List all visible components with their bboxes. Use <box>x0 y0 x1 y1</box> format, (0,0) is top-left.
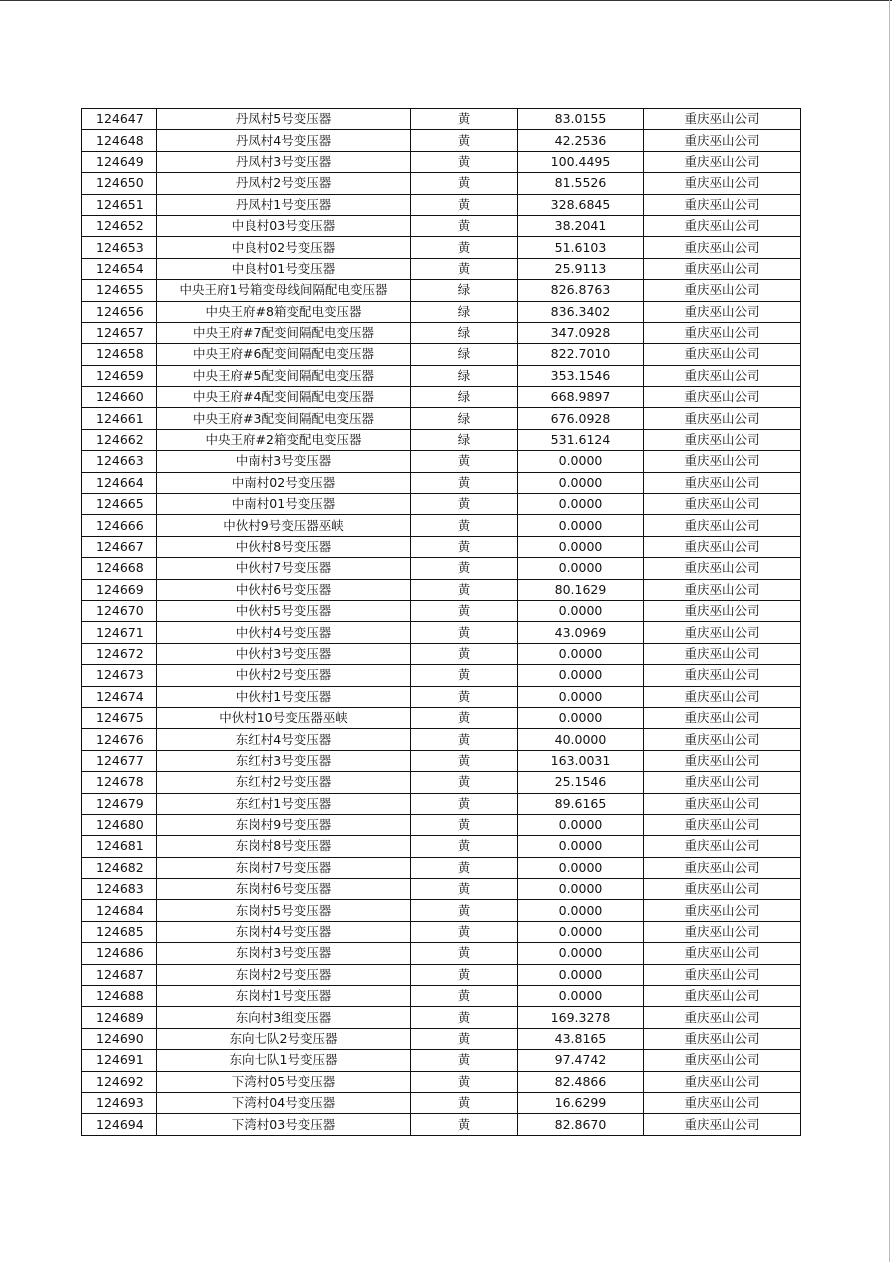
company-cell: 重庆巫山公司 <box>644 215 801 236</box>
value-cell: 25.1546 <box>518 772 644 793</box>
status-color-cell: 黄 <box>411 750 518 771</box>
transformer-name-cell: 东红村3号变压器 <box>157 750 411 771</box>
transformer-name-cell: 中南村02号变压器 <box>157 472 411 493</box>
company-cell: 重庆巫山公司 <box>644 857 801 878</box>
transformer-name-cell: 下湾村03号变压器 <box>157 1114 411 1135</box>
company-cell: 重庆巫山公司 <box>644 1028 801 1049</box>
table-row <box>82 665 801 686</box>
status-color-cell: 黄 <box>411 600 518 621</box>
id-cell: 124658 <box>82 344 157 365</box>
status-color-cell: 黄 <box>411 986 518 1007</box>
id-cell: 124673 <box>82 665 157 686</box>
table-row <box>82 322 801 343</box>
status-color-cell: 黄 <box>411 900 518 921</box>
table-row <box>82 451 801 472</box>
status-color-cell: 黄 <box>411 729 518 750</box>
company-cell: 重庆巫山公司 <box>644 558 801 579</box>
status-color-cell: 绿 <box>411 322 518 343</box>
value-cell: 0.0000 <box>518 536 644 557</box>
company-cell: 重庆巫山公司 <box>644 109 801 130</box>
id-cell: 124674 <box>82 686 157 707</box>
value-cell: 0.0000 <box>518 472 644 493</box>
transformer-name-cell: 中良村03号变压器 <box>157 215 411 236</box>
status-color-cell: 黄 <box>411 1071 518 1092</box>
transformer-name-cell: 中伙村6号变压器 <box>157 579 411 600</box>
table-row <box>82 237 801 258</box>
id-cell: 124666 <box>82 515 157 536</box>
value-cell: 0.0000 <box>518 943 644 964</box>
company-cell: 重庆巫山公司 <box>644 429 801 450</box>
transformer-name-cell: 东向七队2号变压器 <box>157 1028 411 1049</box>
status-color-cell: 黄 <box>411 536 518 557</box>
company-cell: 重庆巫山公司 <box>644 900 801 921</box>
company-cell: 重庆巫山公司 <box>644 729 801 750</box>
id-cell: 124662 <box>82 429 157 450</box>
id-cell: 124659 <box>82 365 157 386</box>
id-cell: 124682 <box>82 857 157 878</box>
id-cell: 124686 <box>82 943 157 964</box>
value-cell: 826.8763 <box>518 280 644 301</box>
transformer-name-cell: 中伙村9号变压器巫峡 <box>157 515 411 536</box>
value-cell: 0.0000 <box>518 665 644 686</box>
id-cell: 124685 <box>82 921 157 942</box>
transformer-name-cell: 中伙村4号变压器 <box>157 622 411 643</box>
table-row <box>82 900 801 921</box>
company-cell: 重庆巫山公司 <box>644 515 801 536</box>
company-cell: 重庆巫山公司 <box>644 1007 801 1028</box>
table-row <box>82 558 801 579</box>
company-cell: 重庆巫山公司 <box>644 280 801 301</box>
status-color-cell: 黄 <box>411 879 518 900</box>
table-row <box>82 194 801 215</box>
transformer-name-cell: 丹凤村4号变压器 <box>157 130 411 151</box>
value-cell: 836.3402 <box>518 301 644 322</box>
transformer-name-cell: 东岗村5号变压器 <box>157 900 411 921</box>
company-cell: 重庆巫山公司 <box>644 301 801 322</box>
value-cell: 353.1546 <box>518 365 644 386</box>
value-cell: 38.2041 <box>518 215 644 236</box>
status-color-cell: 黄 <box>411 964 518 985</box>
transformer-name-cell: 中央王府#7配变间隔配电变压器 <box>157 322 411 343</box>
table-row <box>82 964 801 985</box>
table-row <box>82 151 801 172</box>
value-cell: 328.6845 <box>518 194 644 215</box>
table-row <box>82 365 801 386</box>
value-cell: 347.0928 <box>518 322 644 343</box>
transformer-name-cell: 中良村01号变压器 <box>157 258 411 279</box>
transformer-name-cell: 中伙村7号变压器 <box>157 558 411 579</box>
page-top-edge <box>0 0 892 1</box>
transformer-name-cell: 中央王府#5配变间隔配电变压器 <box>157 365 411 386</box>
id-cell: 124681 <box>82 836 157 857</box>
value-cell: 0.0000 <box>518 857 644 878</box>
value-cell: 163.0031 <box>518 750 644 771</box>
value-cell: 42.2536 <box>518 130 644 151</box>
status-color-cell: 黄 <box>411 1050 518 1071</box>
value-cell: 16.6299 <box>518 1092 644 1113</box>
status-color-cell: 绿 <box>411 280 518 301</box>
table-row <box>82 1007 801 1028</box>
status-color-cell: 黄 <box>411 494 518 515</box>
transformer-name-cell: 东岗村3号变压器 <box>157 943 411 964</box>
id-cell: 124654 <box>82 258 157 279</box>
value-cell: 100.4495 <box>518 151 644 172</box>
table-row <box>82 280 801 301</box>
id-cell: 124655 <box>82 280 157 301</box>
value-cell: 81.5526 <box>518 173 644 194</box>
transformer-name-cell: 下湾村04号变压器 <box>157 1092 411 1113</box>
table-row <box>82 494 801 515</box>
id-cell: 124664 <box>82 472 157 493</box>
transformer-name-cell: 中南村3号变压器 <box>157 451 411 472</box>
table-row <box>82 130 801 151</box>
value-cell: 668.9897 <box>518 387 644 408</box>
company-cell: 重庆巫山公司 <box>644 1071 801 1092</box>
status-color-cell: 黄 <box>411 665 518 686</box>
table-row <box>82 836 801 857</box>
company-cell: 重庆巫山公司 <box>644 879 801 900</box>
page-right-edge <box>889 0 890 1262</box>
value-cell: 169.3278 <box>518 1007 644 1028</box>
transformer-name-cell: 中伙村2号变压器 <box>157 665 411 686</box>
id-cell: 124679 <box>82 793 157 814</box>
value-cell: 0.0000 <box>518 643 644 664</box>
status-color-cell: 黄 <box>411 643 518 664</box>
transformer-name-cell: 中央王府#2箱变配电变压器 <box>157 429 411 450</box>
table-row <box>82 215 801 236</box>
table-row <box>82 943 801 964</box>
value-cell: 0.0000 <box>518 515 644 536</box>
status-color-cell: 黄 <box>411 943 518 964</box>
id-cell: 124672 <box>82 643 157 664</box>
transformer-name-cell: 中央王府1号箱变母线间隔配电变压器 <box>157 280 411 301</box>
transformer-name-cell: 东岗村6号变压器 <box>157 879 411 900</box>
company-cell: 重庆巫山公司 <box>644 151 801 172</box>
table-row <box>82 472 801 493</box>
transformer-name-cell: 中伙村5号变压器 <box>157 600 411 621</box>
table-row <box>82 622 801 643</box>
company-cell: 重庆巫山公司 <box>644 237 801 258</box>
company-cell: 重庆巫山公司 <box>644 1092 801 1113</box>
value-cell: 0.0000 <box>518 814 644 835</box>
id-cell: 124692 <box>82 1071 157 1092</box>
company-cell: 重庆巫山公司 <box>644 622 801 643</box>
table-row <box>82 579 801 600</box>
transformer-name-cell: 中良村02号变压器 <box>157 237 411 258</box>
id-cell: 124677 <box>82 750 157 771</box>
id-cell: 124675 <box>82 707 157 728</box>
company-cell: 重庆巫山公司 <box>644 814 801 835</box>
transformer-name-cell: 东红村2号变压器 <box>157 772 411 793</box>
value-cell: 0.0000 <box>518 964 644 985</box>
table-row <box>82 173 801 194</box>
value-cell: 25.9113 <box>518 258 644 279</box>
table-row <box>82 109 801 130</box>
value-cell: 0.0000 <box>518 707 644 728</box>
table-row <box>82 1114 801 1135</box>
id-cell: 124656 <box>82 301 157 322</box>
id-cell: 124669 <box>82 579 157 600</box>
table-row <box>82 729 801 750</box>
company-cell: 重庆巫山公司 <box>644 750 801 771</box>
value-cell: 822.7010 <box>518 344 644 365</box>
id-cell: 124684 <box>82 900 157 921</box>
value-cell: 0.0000 <box>518 879 644 900</box>
status-color-cell: 黄 <box>411 707 518 728</box>
table-row <box>82 258 801 279</box>
status-color-cell: 黄 <box>411 237 518 258</box>
table-row <box>82 686 801 707</box>
transformer-name-cell: 东岗村1号变压器 <box>157 986 411 1007</box>
value-cell: 97.4742 <box>518 1050 644 1071</box>
status-color-cell: 黄 <box>411 472 518 493</box>
company-cell: 重庆巫山公司 <box>644 921 801 942</box>
value-cell: 0.0000 <box>518 451 644 472</box>
status-color-cell: 黄 <box>411 194 518 215</box>
company-cell: 重庆巫山公司 <box>644 387 801 408</box>
company-cell: 重庆巫山公司 <box>644 943 801 964</box>
value-cell: 531.6124 <box>518 429 644 450</box>
status-color-cell: 绿 <box>411 365 518 386</box>
status-color-cell: 绿 <box>411 301 518 322</box>
value-cell: 0.0000 <box>518 921 644 942</box>
value-cell: 51.6103 <box>518 237 644 258</box>
status-color-cell: 黄 <box>411 215 518 236</box>
transformer-name-cell: 东红村4号变压器 <box>157 729 411 750</box>
value-cell: 82.8670 <box>518 1114 644 1135</box>
id-cell: 124683 <box>82 879 157 900</box>
company-cell: 重庆巫山公司 <box>644 1114 801 1135</box>
company-cell: 重庆巫山公司 <box>644 365 801 386</box>
transformer-name-cell: 中伙村1号变压器 <box>157 686 411 707</box>
id-cell: 124651 <box>82 194 157 215</box>
company-cell: 重庆巫山公司 <box>644 579 801 600</box>
table-row <box>82 387 801 408</box>
company-cell: 重庆巫山公司 <box>644 536 801 557</box>
table-row <box>82 814 801 835</box>
value-cell: 0.0000 <box>518 686 644 707</box>
transformer-name-cell: 下湾村05号变压器 <box>157 1071 411 1092</box>
status-color-cell: 黄 <box>411 451 518 472</box>
id-cell: 124671 <box>82 622 157 643</box>
company-cell: 重庆巫山公司 <box>644 665 801 686</box>
value-cell: 89.6165 <box>518 793 644 814</box>
company-cell: 重庆巫山公司 <box>644 643 801 664</box>
company-cell: 重庆巫山公司 <box>644 986 801 1007</box>
table-row <box>82 1071 801 1092</box>
id-cell: 124649 <box>82 151 157 172</box>
transformer-name-cell: 东岗村8号变压器 <box>157 836 411 857</box>
table-row <box>82 429 801 450</box>
id-cell: 124660 <box>82 387 157 408</box>
transformer-name-cell: 东向七队1号变压器 <box>157 1050 411 1071</box>
status-color-cell: 黄 <box>411 109 518 130</box>
id-cell: 124648 <box>82 130 157 151</box>
table-row <box>82 986 801 1007</box>
value-cell: 43.8165 <box>518 1028 644 1049</box>
company-cell: 重庆巫山公司 <box>644 836 801 857</box>
transformer-name-cell: 中伙村3号变压器 <box>157 643 411 664</box>
table-row <box>82 301 801 322</box>
table-row <box>82 515 801 536</box>
table-row <box>82 408 801 429</box>
id-cell: 124670 <box>82 600 157 621</box>
value-cell: 80.1629 <box>518 579 644 600</box>
transformer-name-cell: 中央王府#6配变间隔配电变压器 <box>157 344 411 365</box>
transformer-name-cell: 中央王府#8箱变配电变压器 <box>157 301 411 322</box>
table-row <box>82 1092 801 1113</box>
transformer-name-cell: 中伙村10号变压器巫峡 <box>157 707 411 728</box>
transformer-name-cell: 丹凤村1号变压器 <box>157 194 411 215</box>
value-cell: 0.0000 <box>518 558 644 579</box>
id-cell: 124694 <box>82 1114 157 1135</box>
id-cell: 124688 <box>82 986 157 1007</box>
table-row <box>82 643 801 664</box>
id-cell: 124690 <box>82 1028 157 1049</box>
company-cell: 重庆巫山公司 <box>644 1050 801 1071</box>
value-cell: 676.0928 <box>518 408 644 429</box>
status-color-cell: 绿 <box>411 408 518 429</box>
id-cell: 124647 <box>82 109 157 130</box>
status-color-cell: 黄 <box>411 1114 518 1135</box>
status-color-cell: 黄 <box>411 1092 518 1113</box>
id-cell: 124661 <box>82 408 157 429</box>
id-cell: 124693 <box>82 1092 157 1113</box>
transformer-name-cell: 丹凤村2号变压器 <box>157 173 411 194</box>
status-color-cell: 黄 <box>411 579 518 600</box>
status-color-cell: 黄 <box>411 686 518 707</box>
table-body <box>82 109 801 1136</box>
table-row <box>82 921 801 942</box>
transformer-name-cell: 东红村1号变压器 <box>157 793 411 814</box>
transformer-name-cell: 中伙村8号变压器 <box>157 536 411 557</box>
table-row <box>82 707 801 728</box>
status-color-cell: 绿 <box>411 344 518 365</box>
value-cell: 0.0000 <box>518 600 644 621</box>
id-cell: 124680 <box>82 814 157 835</box>
company-cell: 重庆巫山公司 <box>644 964 801 985</box>
status-color-cell: 黄 <box>411 622 518 643</box>
id-cell: 124657 <box>82 322 157 343</box>
id-cell: 124678 <box>82 772 157 793</box>
table-row <box>82 879 801 900</box>
id-cell: 124676 <box>82 729 157 750</box>
transformer-table <box>81 108 801 1136</box>
status-color-cell: 黄 <box>411 1028 518 1049</box>
company-cell: 重庆巫山公司 <box>644 494 801 515</box>
status-color-cell: 黄 <box>411 921 518 942</box>
table-row <box>82 1050 801 1071</box>
transformer-name-cell: 东岗村4号变压器 <box>157 921 411 942</box>
value-cell: 83.0155 <box>518 109 644 130</box>
table-row <box>82 857 801 878</box>
transformer-name-cell: 东岗村9号变压器 <box>157 814 411 835</box>
table-row <box>82 1028 801 1049</box>
status-color-cell: 黄 <box>411 173 518 194</box>
status-color-cell: 黄 <box>411 836 518 857</box>
value-cell: 0.0000 <box>518 494 644 515</box>
transformer-name-cell: 东岗村7号变压器 <box>157 857 411 878</box>
status-color-cell: 黄 <box>411 793 518 814</box>
company-cell: 重庆巫山公司 <box>644 194 801 215</box>
table-row <box>82 772 801 793</box>
id-cell: 124668 <box>82 558 157 579</box>
company-cell: 重庆巫山公司 <box>644 451 801 472</box>
status-color-cell: 黄 <box>411 857 518 878</box>
company-cell: 重庆巫山公司 <box>644 472 801 493</box>
status-color-cell: 黄 <box>411 515 518 536</box>
id-cell: 124691 <box>82 1050 157 1071</box>
value-cell: 0.0000 <box>518 836 644 857</box>
id-cell: 124689 <box>82 1007 157 1028</box>
status-color-cell: 黄 <box>411 772 518 793</box>
company-cell: 重庆巫山公司 <box>644 600 801 621</box>
value-cell: 43.0969 <box>518 622 644 643</box>
company-cell: 重庆巫山公司 <box>644 772 801 793</box>
status-color-cell: 黄 <box>411 558 518 579</box>
transformer-name-cell: 丹凤村5号变压器 <box>157 109 411 130</box>
id-cell: 124653 <box>82 237 157 258</box>
id-cell: 124652 <box>82 215 157 236</box>
transformer-name-cell: 中南村01号变压器 <box>157 494 411 515</box>
table-row <box>82 793 801 814</box>
table-row <box>82 536 801 557</box>
company-cell: 重庆巫山公司 <box>644 173 801 194</box>
id-cell: 124663 <box>82 451 157 472</box>
transformer-name-cell: 中央王府#4配变间隔配电变压器 <box>157 387 411 408</box>
status-color-cell: 绿 <box>411 387 518 408</box>
company-cell: 重庆巫山公司 <box>644 344 801 365</box>
status-color-cell: 黄 <box>411 258 518 279</box>
transformer-name-cell: 中央王府#3配变间隔配电变压器 <box>157 408 411 429</box>
status-color-cell: 黄 <box>411 151 518 172</box>
company-cell: 重庆巫山公司 <box>644 793 801 814</box>
id-cell: 124667 <box>82 536 157 557</box>
table-row <box>82 600 801 621</box>
status-color-cell: 黄 <box>411 130 518 151</box>
company-cell: 重庆巫山公司 <box>644 707 801 728</box>
table-row <box>82 750 801 771</box>
company-cell: 重庆巫山公司 <box>644 686 801 707</box>
company-cell: 重庆巫山公司 <box>644 130 801 151</box>
transformer-name-cell: 丹凤村3号变压器 <box>157 151 411 172</box>
transformer-name-cell: 东向村3组变压器 <box>157 1007 411 1028</box>
status-color-cell: 黄 <box>411 814 518 835</box>
status-color-cell: 黄 <box>411 1007 518 1028</box>
value-cell: 0.0000 <box>518 986 644 1007</box>
status-color-cell: 绿 <box>411 429 518 450</box>
transformer-name-cell: 东岗村2号变压器 <box>157 964 411 985</box>
value-cell: 0.0000 <box>518 900 644 921</box>
value-cell: 82.4866 <box>518 1071 644 1092</box>
value-cell: 40.0000 <box>518 729 644 750</box>
company-cell: 重庆巫山公司 <box>644 258 801 279</box>
company-cell: 重庆巫山公司 <box>644 408 801 429</box>
table-row <box>82 344 801 365</box>
id-cell: 124650 <box>82 173 157 194</box>
id-cell: 124665 <box>82 494 157 515</box>
id-cell: 124687 <box>82 964 157 985</box>
company-cell: 重庆巫山公司 <box>644 322 801 343</box>
